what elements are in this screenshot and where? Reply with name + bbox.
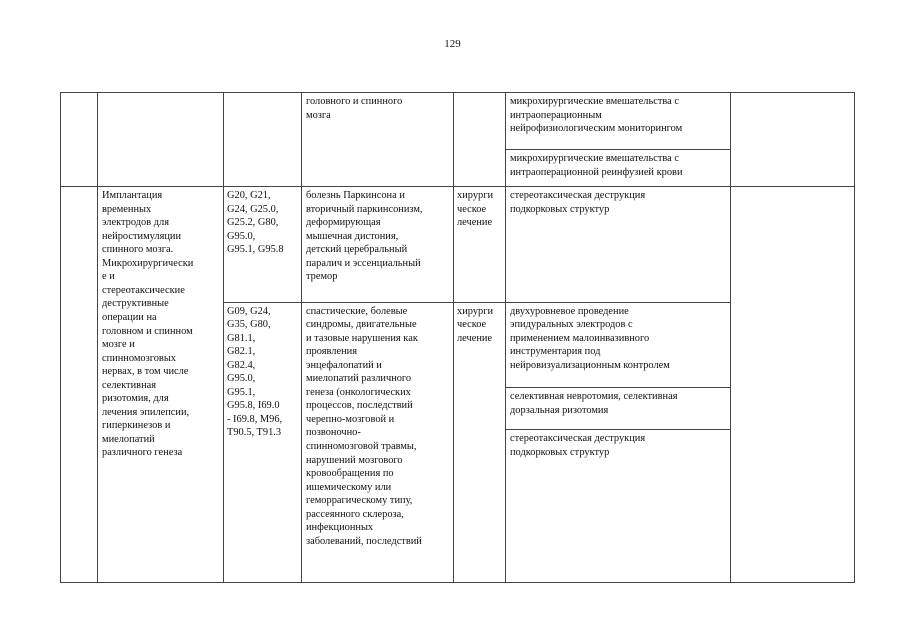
icd-codes-cell: G20, G21, G24, G25.0, G25.2, G80, G95.0, G95.1, G95.8 <box>224 187 302 302</box>
intervention-cell: Имплантация временных электродов для нейростимуляции спинного мозга. Микрохирургически е и стереотаксические деструктивные операции на головном и спинном мозге и спинномозговых нервах, в том числе селективная ризотомия, для лечения эпилепсии, гиперкинезов и миелопатий различного генеза <box>98 187 224 583</box>
medical-services-table <box>60 92 855 583</box>
treatment-type-cell <box>454 93 506 187</box>
method-cell: микрохирургические вмешательства с интраоперационным нейрофизиологическим мониторингом <box>506 93 731 150</box>
icd-codes-cell <box>224 93 302 187</box>
method-cell: стереотаксическая деструкция подкорковых структур <box>506 187 731 302</box>
table-row <box>61 187 855 302</box>
method-cell: стереотаксическая деструкция подкорковых структур <box>506 430 731 583</box>
norm-cell <box>731 93 855 187</box>
method-cell: микрохирургические вмешательства с интраоперационной реинфузией крови <box>506 150 731 187</box>
treatment-type-cell: хирурги ческое лечение <box>454 302 506 582</box>
method-cell: селективная невротомия, селективная дорзальная ризотомия <box>506 388 731 430</box>
norm-cell <box>731 187 855 583</box>
page-number: 129 <box>444 38 461 50</box>
treatment-type-cell: хирурги ческое лечение <box>454 187 506 302</box>
row-number-cell <box>61 93 98 187</box>
table-row <box>61 93 855 150</box>
indication-cell: спастические, болевые синдромы, двигательные и тазовые нарушения как проявления энцефалопатий и миелопатий различного генеза (онкологических процессов, последствий черепно-мозговой и позвоночно- спинномозговой травмы, нарушений мозгового кровообращения по ишемическому или геморрагическому типу, рассеянного склероза, инфекционных заболеваний, последствий <box>302 302 454 582</box>
method-cell: двухуровневое проведение эпидуральных электродов с применением малоинвазивного инструментария под нейровизуализационным контролем <box>506 302 731 387</box>
indication-cell: болезнь Паркинсона и вторичный паркинсонизм, деформирующая мышечная дистония, детский церебральный паралич и эссенциальный тремор <box>302 187 454 302</box>
icd-codes-cell: G09, G24, G35, G80, G81.1, G82.1, G82.4, G95.0, G95.1, G95.8, I69.0 - I69.8, M96, T90.5, T91.3 <box>224 302 302 582</box>
indication-cell: головного и спинного мозга <box>302 93 454 187</box>
intervention-cell <box>98 93 224 187</box>
row-number-cell <box>61 187 98 583</box>
